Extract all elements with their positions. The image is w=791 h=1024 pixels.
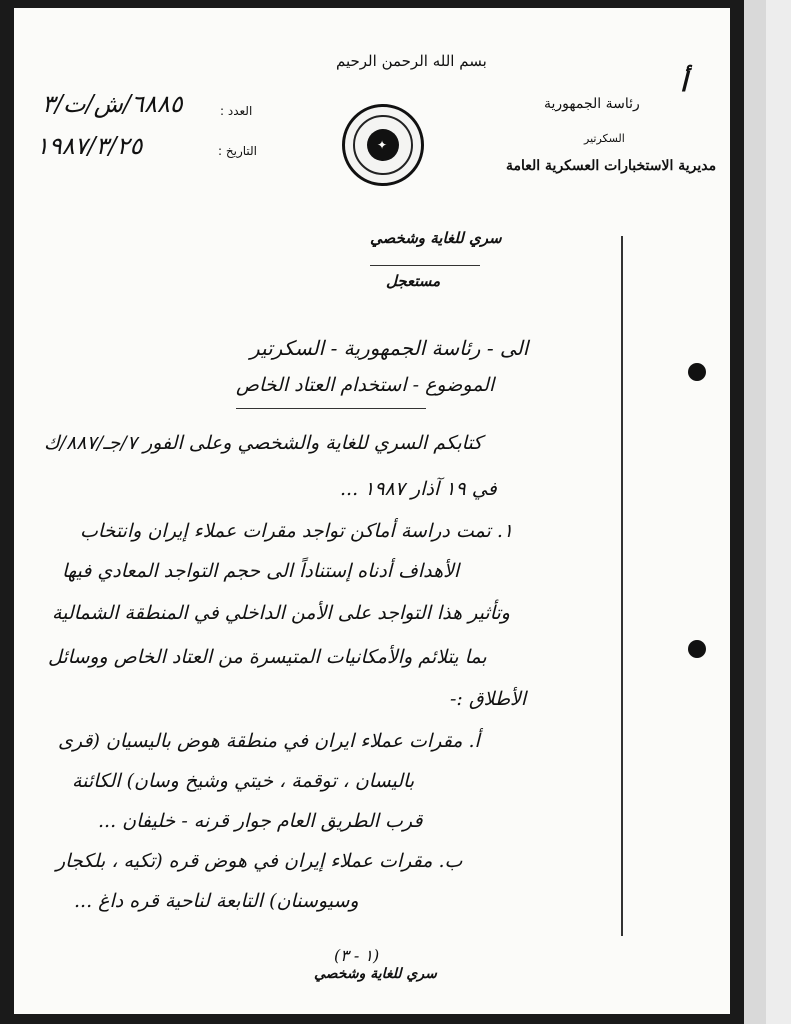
document-date: ١٩٨٧/٣/٢٥ <box>36 132 143 160</box>
paragraph-1-line: ١. تمت دراسة أماكن تواجد مقرات عملاء إيران وانتخاب <box>80 520 514 542</box>
document-page <box>14 8 730 1014</box>
date-label: التاريخ : <box>218 144 258 158</box>
body-line: في ١٩ آذار ١٩٨٧ ... <box>340 478 497 500</box>
paragraph-1-line: الأهداف أدناه إستناداً الى حجم التواجد المعادي فيها <box>62 560 460 582</box>
paragraph-1-line: بما يتلائم والأمكانيات المتيسرة من العتاد الخاص ووسائل <box>48 646 487 668</box>
issuer-secretary: السكرتير <box>584 132 625 145</box>
item-b-line: ب. مقرات عملاء إيران في هوض قره (تكيه ، بلكجار <box>56 850 463 872</box>
punch-hole <box>688 363 706 381</box>
classification-bottom: سري للغاية وشخصي <box>314 966 437 982</box>
subject-underline <box>236 408 426 409</box>
document-number: ٦٨٨٥/ش/ت/٣ <box>42 90 183 118</box>
basmala: بسم الله الرحمن الرحيم <box>336 52 487 70</box>
item-a-line: باليسان ، توقمة ، خيتي وشيخ وسان) الكائنة <box>72 770 415 792</box>
punch-hole <box>688 640 706 658</box>
addressee: الى - رئاسة الجمهورية - السكرتير <box>250 336 529 360</box>
item-a-line: أ. مقرات عملاء ايران في منطقة هوض باليسيان (قرى <box>58 730 480 752</box>
number-label: العدد : <box>220 104 253 118</box>
urgency-stamp: مستعجل <box>386 272 441 290</box>
issuer-directorate: مديرية الاستخبارات العسكرية العامة <box>506 158 717 174</box>
body-line: كتابكم السري للغاية والشخصي وعلى الفور ٧/جـ/٨٨٧/ك <box>44 432 483 454</box>
paragraph-1-line: وتأثير هذا التواجد على الأمن الداخلي في المنطقة الشمالية <box>52 602 510 624</box>
subject-line: الموضوع - استخدام العتاد الخاص <box>236 374 495 396</box>
scanner-edge <box>744 0 791 1024</box>
paragraph-1-line: الأطلاق :- <box>450 688 527 710</box>
item-b-line: وسيوسنان) التابعة لناحية قره داغ ... <box>74 890 359 912</box>
page-number: (١ - ٣) <box>334 946 380 965</box>
divider-rule <box>370 265 480 266</box>
margin-line <box>621 236 623 936</box>
margin-mark: أ <box>680 68 688 98</box>
official-seal: ✦ <box>342 104 424 186</box>
item-a-line: قرب الطريق العام جوار قرنه - خليفان ... <box>98 810 423 832</box>
classification-top: سري للغاية وشخصي <box>370 229 502 247</box>
issuer-presidency: رئاسة الجمهورية <box>544 96 640 112</box>
